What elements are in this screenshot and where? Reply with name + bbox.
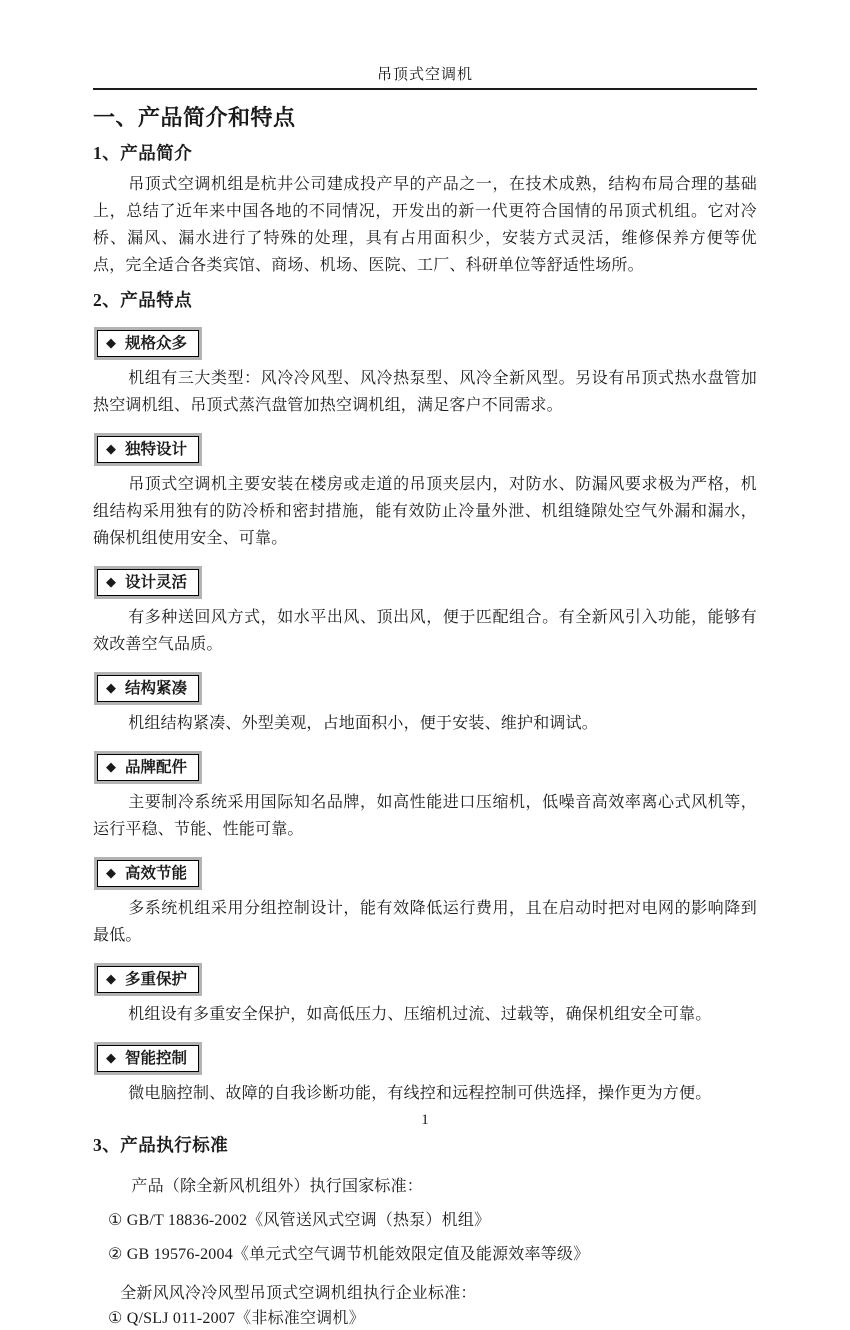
national-standards-intro: 产品（除全新风机组外）执行国家标准： bbox=[131, 1178, 423, 1195]
standards-section-title: 3、产品执行标准 bbox=[93, 1135, 229, 1155]
feature-paragraph: 机组设有多重安全保护，如高低压力、压缩机过流、过载等，确保机组安全可靠。 bbox=[128, 1006, 712, 1023]
feature-label: 设计灵活 bbox=[125, 574, 188, 591]
feature-item bbox=[93, 552, 757, 658]
diamond-icon: ◆ bbox=[106, 574, 116, 589]
feature-label-box bbox=[97, 330, 199, 357]
feature-paragraph: 机组有三大类型：风冷冷风型、风冷热泵型、风冷全新风型。另设有吊顶式热水盘管加热空调机组、吊顶式蒸汽盘管加热空调机组，满足客户不同需求。 bbox=[93, 370, 757, 414]
diamond-icon: ◆ bbox=[106, 1050, 116, 1065]
feature-item bbox=[93, 1028, 757, 1107]
feature-item bbox=[93, 419, 757, 552]
enterprise-standards-intro: 全新风风冷冷风型吊顶式空调机组执行企业标准： bbox=[120, 1285, 477, 1302]
feature-paragraph: 主要制冷系统采用国际知名品牌，如高性能进口压缩机，低噪音高效率离心式风机等，运行平稳、节能、性能可靠。 bbox=[93, 794, 757, 838]
feature-label-box bbox=[97, 675, 199, 702]
diamond-icon: ◆ bbox=[106, 680, 116, 695]
intro-paragraph: 吊顶式空调机组是杭井公司建成投产早的产品之一，在技术成熟，结构布局合理的基础上，总结了近年来中国各地的不同情况，开发出的新一代更符合国情的吊顶式机组。它对冷桥、漏风、漏水进行了特殊的处理，具有占用面积少，安装方式灵活，维修保养方便等优点，完全适合各类宾馆、商场、机场、医院、工厂、科研单位等舒适性场所。 bbox=[93, 176, 757, 274]
intro-section-title: 1、产品简介 bbox=[93, 143, 193, 163]
feature-label-box bbox=[97, 966, 199, 993]
feature-label-box bbox=[97, 569, 199, 596]
feature-paragraph: 机组结构紧凑、外型美观，占地面积小，便于安装、维护和调试。 bbox=[128, 715, 598, 732]
feature-item bbox=[93, 949, 757, 1028]
feature-label: 多重保护 bbox=[125, 971, 188, 988]
feature-label: 规格众多 bbox=[125, 335, 188, 352]
page-number: 1 bbox=[421, 1112, 429, 1128]
feature-label: 结构紧凑 bbox=[125, 680, 188, 697]
feature-paragraph: 有多种送回风方式，如水平出风、顶出风，便于匹配组合。有全新风引入功能，能够有效改善空气品质。 bbox=[93, 609, 757, 653]
header-rule bbox=[93, 88, 757, 90]
feature-paragraph: 吊顶式空调机主要安装在楼房或走道的吊顶夹层内，对防水、防漏风要求极为严格，机组结构采用独有的防冷桥和密封措施，能有效防止冷量外泄、机组缝隙处空气外漏和漏水，确保机组使用安全、可靠。 bbox=[93, 476, 757, 547]
diamond-icon: ◆ bbox=[106, 865, 116, 880]
feature-label: 高效节能 bbox=[125, 865, 188, 882]
feature-item bbox=[93, 313, 757, 419]
diamond-icon: ◆ bbox=[106, 441, 116, 456]
feature-label-box bbox=[97, 754, 199, 781]
diamond-icon: ◆ bbox=[106, 759, 116, 774]
diamond-icon: ◆ bbox=[106, 335, 116, 350]
feature-label-box bbox=[97, 436, 199, 463]
feature-item bbox=[93, 737, 757, 843]
feature-label-box bbox=[97, 1045, 199, 1072]
national-standard-item: ② GB 19576-2004《单元式空气调节机能效限定值及能源效率等级》 bbox=[108, 1246, 590, 1263]
diamond-icon: ◆ bbox=[106, 971, 116, 986]
feature-label: 独特设计 bbox=[125, 441, 188, 458]
feature-label: 品牌配件 bbox=[125, 759, 188, 776]
feature-label: 智能控制 bbox=[125, 1050, 188, 1067]
page-header-title: 吊顶式空调机 bbox=[376, 67, 473, 83]
feature-label-box bbox=[97, 860, 199, 887]
feature-paragraph: 微电脑控制、故障的自我诊断功能，有线控和远程控制可供选择，操作更为方便。 bbox=[128, 1085, 712, 1102]
national-standard-item: ① GB/T 18836-2002《风管送风式空调（热泵）机组》 bbox=[108, 1212, 491, 1229]
feature-paragraph: 多系统机组采用分组控制设计，能有效降低运行费用，且在启动时把对电网的影响降到最低。 bbox=[93, 900, 757, 944]
enterprise-standard-item: ① Q/SLJ 011-2007《非标准空调机》 bbox=[108, 1310, 365, 1327]
main-title: 一、产品简介和特点 bbox=[93, 105, 296, 130]
features-section-title: 2、产品特点 bbox=[93, 290, 193, 310]
feature-item bbox=[93, 843, 757, 949]
feature-item bbox=[93, 658, 757, 737]
